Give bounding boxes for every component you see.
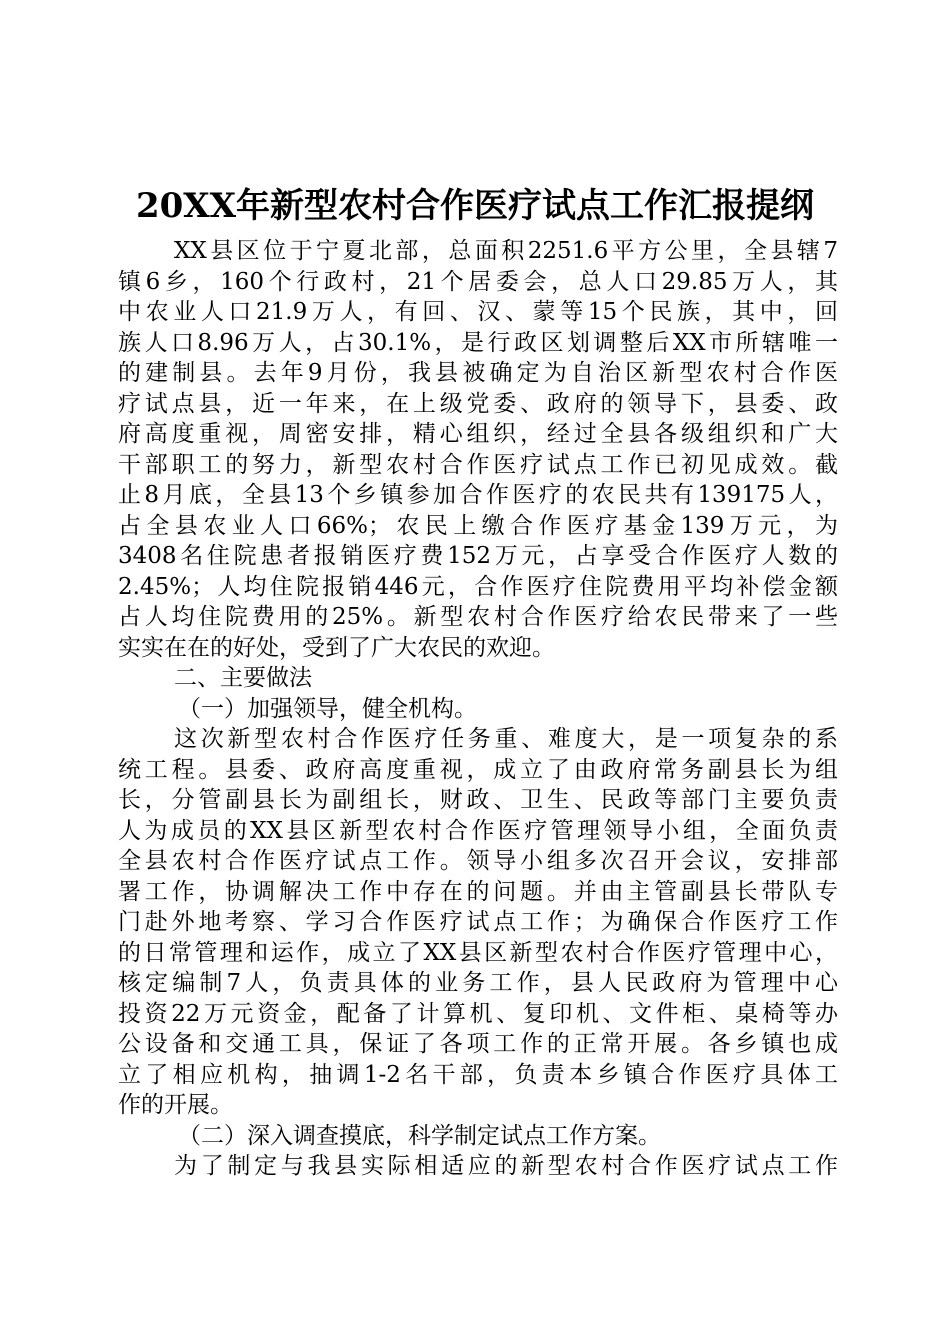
paragraph-line: 族人口8.96万人，占30.1%，是行政区划调整后XX市所辖唯一: [118, 329, 838, 356]
paragraph-line: 全县农村合作医疗试点工作。领导小组多次召开会议，安排部: [118, 848, 838, 874]
paragraph-line: 实实在在的好处，受到了广大农民的欢迎。: [118, 634, 555, 661]
paragraph-line: 这次新型农村合作医疗任务重、难度大，是一项复杂的系: [174, 726, 838, 752]
paragraph-line: 镇6乡，160个行政村，21个居委会，总人口29.85万人，其: [118, 268, 838, 295]
subsection-heading: （一）加强领导，健全机构。: [178, 695, 477, 722]
document-title: 20XX年新型农村合作医疗试点工作汇报提纲: [135, 186, 815, 226]
document-body: [118, 236, 838, 1182]
paragraph-line: 占全县农业人口66%；农民上缴合作医疗基金139万元，为: [118, 512, 838, 539]
paragraph-line: 为了制定与我县实际相适应的新型农村合作医疗试点工作: [174, 1153, 838, 1179]
paragraph-line: 2.45%；人均住院报销446元，合作医疗住院费用平均补偿金额: [118, 573, 838, 600]
paragraph-line: 占人均住院费用的25%。新型农村合作医疗给农民带来了一些: [118, 604, 838, 630]
paragraph-line: 疗试点县，近一年来，在上级党委、政府的领导下，县委、政: [118, 390, 838, 417]
subsection-heading: （二）深入调查摸底，科学制定试点工作方案。: [178, 1122, 661, 1149]
paragraph-line: 署工作，协调解决工作中存在的问题。并由主管副县长带队专: [118, 878, 838, 905]
paragraph-line: 人为成员的XX县区新型农村合作医疗管理领导小组，全面负责: [118, 817, 838, 844]
paragraph-line: 公设备和交通工具，保证了各项工作的正常开展。各乡镇也成: [118, 1031, 838, 1057]
paragraph-line: 3408名住院患者报销医疗费152万元，占享受合作医疗人数的: [118, 543, 838, 569]
paragraph-line: 立了相应机构，抽调1-2名干部，负责本乡镇合作医疗具体工: [118, 1061, 838, 1088]
section-heading: 二、主要做法: [174, 665, 312, 691]
paragraph-line: 统工程。县委、政府高度重视，成立了由政府常务副县长为组: [118, 756, 838, 783]
paragraph-line: 的日常管理和运作，成立了XX县区新型农村合作医疗管理中心，: [118, 939, 838, 966]
paragraph-line: 长，分管副县长为副组长，财政、卫生、民政等部门主要负责: [118, 787, 838, 813]
paragraph-line: XX县区位于宁夏北部，总面积2251.6平方公里，全县辖7: [174, 238, 838, 264]
paragraph-line: 的建制县。去年9月份，我县被确定为自治区新型农村合作医: [118, 360, 838, 386]
paragraph-line: 止8月底，全县13个乡镇参加合作医疗的农民共有139175人，: [118, 482, 838, 508]
paragraph-line: 投资22万元资金，配备了计算机、复印机、文件柜、桌椅等办: [118, 1000, 838, 1027]
paragraph-line: 干部职工的努力，新型农村合作医疗试点工作已初见成效。截: [118, 451, 838, 478]
paragraph-line: 中农业人口21.9万人，有回、汉、蒙等15个民族，其中，回: [118, 299, 838, 325]
paragraph-line: 作的开展。: [118, 1092, 233, 1118]
paragraph-line: 门赴外地考察、学习合作医疗试点工作；为确保合作医疗工作: [118, 909, 838, 935]
paragraph-line: 府高度重视，周密安排，精心组织，经过全县各级组织和广大: [118, 421, 838, 447]
paragraph-line: 核定编制7人，负责具体的业务工作，县人民政府为管理中心: [118, 970, 838, 996]
